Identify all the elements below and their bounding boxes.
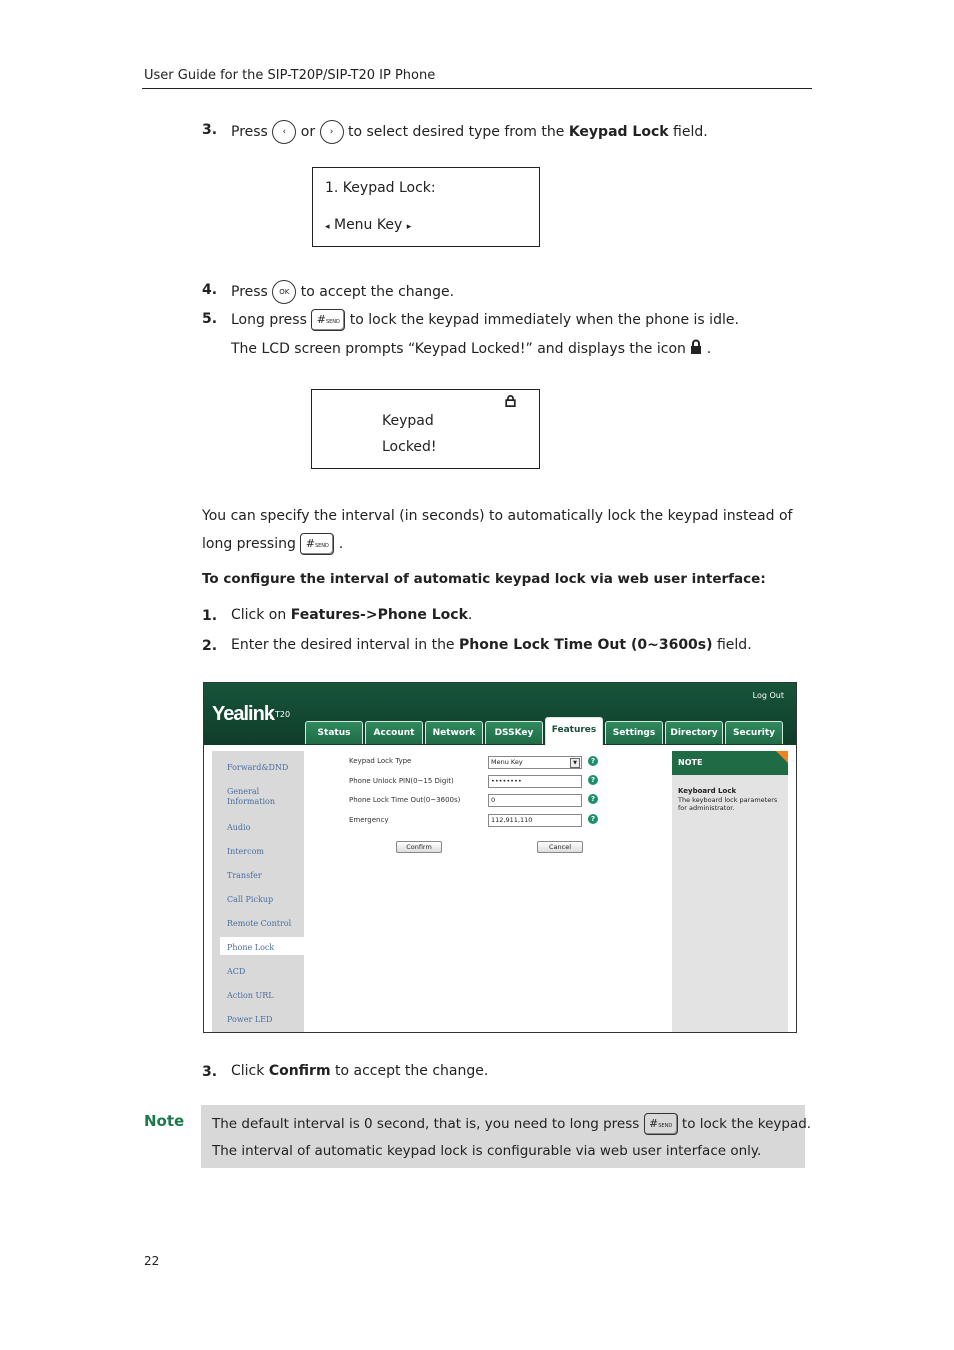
model-label: T20 [270, 710, 290, 719]
note-panel-title: NOTE [672, 751, 788, 775]
sidebar-item-power-led[interactable]: Power LED [227, 1015, 273, 1024]
step-text: Press [231, 124, 268, 140]
key-glyph: # [316, 313, 326, 326]
lcd-line-2 [325, 216, 411, 236]
step-text: Enter the desired interval in the [231, 637, 455, 653]
hash-send-key-icon [300, 533, 334, 555]
button-name: Confirm [268, 1063, 331, 1079]
hash-send-key-icon [644, 1113, 678, 1135]
paragraph-text: . [338, 536, 344, 552]
keypad-lock-type-select[interactable] [488, 756, 582, 769]
lcd-lock-icon [505, 395, 516, 407]
lcd-screen-keypad-lock [312, 167, 540, 247]
sidebar-item-intercom[interactable]: Intercom [227, 847, 264, 856]
web-ui-screenshot [203, 682, 797, 1033]
step-text: Long press [231, 312, 307, 328]
step-text: to accept the change. [300, 284, 455, 300]
step-3-text [231, 120, 708, 144]
emergency-label: Emergency [349, 816, 389, 824]
running-header: User Guide for the SIP-T20P/SIP-T20 IP Phone [144, 68, 436, 83]
step-text: or [300, 124, 316, 140]
lock-timeout-input[interactable]: 0 [488, 794, 582, 807]
step-text: Click [231, 1063, 265, 1079]
note-line-1 [212, 1113, 811, 1135]
right-arrow-key-icon: › [320, 120, 344, 144]
sidebar-item-phone-lock[interactable]: Phone Lock [227, 943, 275, 952]
step-number: 3. [202, 1064, 218, 1080]
sidebar-item-acd[interactable]: ACD [227, 967, 246, 976]
step-text: . [706, 341, 712, 357]
step-text: field. [673, 124, 708, 140]
step-number: 5. [202, 311, 218, 327]
note-line-2: The interval of automatic keypad lock is configurable via web user interface only. [212, 1143, 762, 1159]
key-glyph: # [305, 537, 315, 550]
lock-timeout-label: Phone Lock Time Out(0~3600s) [349, 796, 461, 804]
sidebar-item-action-url[interactable]: Action URL [227, 991, 274, 1000]
key-sub: SEND [658, 1123, 673, 1129]
sidebar-item-forward-dnd[interactable]: Forward&DND [227, 763, 289, 772]
key-glyph: # [649, 1117, 659, 1130]
sidebar-item-audio[interactable]: Audio [227, 823, 251, 832]
tab-settings[interactable]: Settings [605, 721, 663, 744]
procedure-title: To configure the interval of automatic keypad lock via web user interface: [202, 571, 766, 587]
ok-key-icon: OK [272, 280, 296, 304]
lcd-line-1: Keypad [382, 413, 434, 429]
confirm-button[interactable]: Confirm [396, 841, 442, 853]
step-text: . [467, 607, 473, 623]
step-4-text [231, 280, 454, 304]
select-value: Menu Key [491, 758, 523, 766]
note-label: Note [144, 1112, 185, 1130]
cancel-button[interactable]: Cancel [537, 841, 583, 853]
note-corner-icon [776, 751, 788, 763]
unlock-pin-label: Phone Unlock PIN(0~15 Digit) [349, 777, 454, 785]
logout-link[interactable]: Log Out [752, 691, 784, 700]
step-5-line-2 [231, 339, 711, 358]
tab-features[interactable]: Features [545, 717, 603, 746]
step-text: field. [716, 637, 752, 653]
field-name: Keypad Lock [568, 124, 669, 140]
step-text: The LCD screen prompts “Keypad Locked!” and displays the icon [231, 341, 686, 357]
note-text: to lock the keypad. [681, 1116, 812, 1132]
help-icon[interactable]: ? [588, 814, 598, 824]
note-text: The default interval is 0 second, that is, you need to long press [212, 1116, 640, 1132]
emergency-input[interactable]: 112,911,110 [488, 814, 582, 827]
tab-status[interactable]: Status [305, 721, 363, 744]
step-number: 4. [202, 282, 218, 298]
step-text: to lock the keypad immediately when the phone is idle. [349, 312, 739, 328]
note-box [201, 1105, 812, 1168]
left-triangle-icon: ◂ [325, 222, 330, 232]
sidebar-item-remote-control[interactable]: Remote Control [227, 919, 292, 928]
paragraph-line-1: You can specify the interval (in seconds) to automatically lock the keypad instead of [202, 508, 793, 524]
paragraph-line-2 [202, 533, 343, 555]
dropdown-arrow-icon[interactable]: ▼ [570, 758, 580, 768]
right-triangle-icon: ▸ [406, 222, 412, 232]
note-heading: Keyboard Lock [678, 787, 737, 795]
tab-directory[interactable]: Directory [665, 721, 723, 744]
page-number: 22 [144, 1254, 160, 1268]
note-panel [672, 751, 788, 1032]
lcd-screen-keypad-locked [311, 389, 540, 469]
key-sub: SEND [314, 543, 329, 549]
sidebar-item-general-information[interactable]: General Information [227, 787, 276, 806]
step-b2-text [231, 636, 752, 654]
menu-path: Features->Phone Lock [290, 607, 468, 623]
web-header [204, 683, 796, 745]
step-c-text [231, 1062, 488, 1080]
note-text: The keyboard lock parameters for administrator. [678, 796, 778, 812]
unlock-pin-input[interactable]: •••••••• [488, 775, 582, 788]
lcd-line-2: Locked! [382, 439, 437, 455]
step-text: to accept the change. [335, 1063, 489, 1079]
sidebar-item-transfer[interactable]: Transfer [227, 871, 262, 880]
header-rule [142, 88, 812, 89]
left-arrow-key-icon: ‹ [272, 120, 296, 144]
step-number: 2. [202, 638, 218, 654]
help-icon[interactable]: ? [588, 775, 598, 785]
field-name: Phone Lock Time Out (0~3600s) [459, 637, 713, 653]
step-number: 1. [202, 608, 218, 624]
tab-dsskey[interactable]: DSSKey [485, 721, 543, 744]
help-icon[interactable]: ? [588, 756, 598, 766]
paragraph-text: long pressing [202, 536, 296, 552]
tab-network[interactable]: Network [425, 721, 483, 744]
step-b1-text [231, 606, 472, 624]
hash-send-key-icon [311, 309, 345, 331]
step-text: Press [231, 284, 268, 300]
keypad-lock-type-label: Keypad Lock Type [349, 757, 412, 765]
step-5-text [231, 309, 739, 331]
step-number: 3. [202, 122, 218, 138]
sidebar-item-call-pickup[interactable]: Call Pickup [227, 895, 274, 904]
step-text: Click on [231, 607, 287, 623]
step-text: to select desired type from the [348, 124, 565, 140]
help-icon[interactable]: ? [588, 794, 598, 804]
lock-icon [690, 339, 702, 355]
tab-security[interactable]: Security [725, 721, 783, 744]
key-sub: SEND [325, 319, 340, 325]
tab-account[interactable]: Account [365, 721, 423, 744]
web-sidebar [212, 751, 304, 1032]
yealink-logo: Yealink [212, 703, 274, 725]
lcd-value: Menu Key [333, 217, 403, 233]
lcd-line-1: 1. Keypad Lock: [325, 180, 436, 196]
